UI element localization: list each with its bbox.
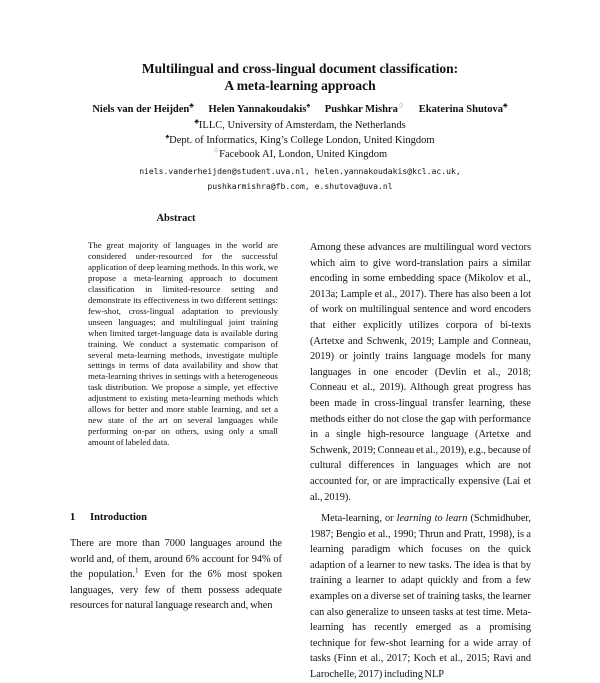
affiliation-text: ILLC, University of Amsterdam, the Netherlands [198,120,406,131]
affiliation-mark: ♢ [397,101,405,110]
section-heading-introduction [70,511,147,525]
abstract-text: The great majority of languages in the world are considered under-resourced for the successful application of deep learning methods. In this work, we propose a meta-learning approach to document classification in limited-resource setting and demonstrate its effectiveness in two different settings: few-shot, cross-lingual adaptation to previously unseen languages; and multilingual joint training when limited target-language data is available during training. We conduct a systematic comparison of several meta-learning methods, investigate multiple settings in terms of data availability and show that meta-learning thrives in settings with a heterogeneous task distribution. We propose a simple, yet effective adjustment to existing meta-learning methods which allows for better and more stable learning, and set a new state of the art on several languages while performing on-par on others, using only a small amount of labeled data. [88,240,278,448]
author-name: Helen Yannakoudakis [208,104,307,115]
author-name: Pushkar Mishra [324,104,398,115]
affiliation-mark: ♣ [189,101,194,110]
affiliation-mark: ♠ [165,132,170,141]
abstract-section [70,212,282,448]
affiliation-line [0,148,600,162]
para2-rest: (Schmidhuber, 1987; Bengio et al., 1990; Thrun and Pratt, 1998), is a learning paradigm which focuses on the quick adaption of a learner to new tasks. The idea is that by training a learner to adapt quickly and from a few examples on a diverse set of training tasks, the learner can also generalize to unseen tasks at test time. Meta-learning has recently emerged as a promising technique for few-shot learning for a wide array of tasks (Finn et al., 2017; Koch et al., 2015; Ravi and Larochelle, 2017) including NLP [310,513,531,681]
affiliation-mark: ♠ [306,101,311,110]
email-line-2: pushkarmishra@fb.com, e.shutova@uva.nl [207,181,393,191]
paper-title [0,60,600,94]
section-title: Introduction [90,512,147,523]
para2-start: Meta-learning, or [321,513,397,525]
footnote-mark: 1 [135,566,139,575]
author-name: Niels van der Heijden [92,104,190,115]
affiliation-line [0,134,600,148]
email-block [0,164,600,194]
body-paragraph-2 [310,511,531,683]
introduction-paragraph [70,536,282,614]
affiliation-mark: ♢ [212,146,220,155]
affiliation-mark: ♣ [194,117,199,126]
intro-text-b: Even for the 6% most spoken languages, very few of them possess adequate resources for natural language research and, when [70,569,283,612]
author-list [0,103,600,117]
section-number: 1 [70,512,76,523]
affiliation-mark: ♣ [503,101,508,110]
abstract-heading: Abstract [156,213,196,224]
para2-italic-term: learning to learn [396,513,468,525]
affiliation-text: Dept. of Informatics, King’s College London, United Kingdom [169,135,435,146]
body-paragraph-1: Among these advances are multilingual word vectors which aim to give word-translation pairs a similar encoding in some embedding space (Mikolov et al., 2013a; Lample et al., 2017). There has also been a lot of work on multilingual sentence and word encoders that either explicitly utilizes corpora of bi-texts (Artetxe and Schwenk, 2019; Lample and Conneau, 2019) or jointly trains language models for many languages in one encoder (Devlin et al., 2018; Conneau et al., 2019). Although great progress has been made in cross-lingual transfer learning, these methods either do not close the gap with performance in a single high-resource language (Artetxe and Schwenk, 2019; Conneau et al., 2019), e.g., because of cultural differences in languages which are not accounted for, or are impractically expensive (Lai et al., 2019). [310,242,531,503]
right-column [310,240,531,683]
affiliation-line [0,119,600,133]
introduction-body [70,536,282,614]
email-line-1: niels.vanderheijden@student.uva.nl, helen.yannakoudakis@kcl.ac.uk, [139,166,461,176]
author-name: Ekaterina Shutova [418,104,504,115]
intro-text-a: There are more than 7000 languages around the world and, of them, around 6% account for 94% of the population. [70,538,282,581]
title-line-2: A meta-learning approach [224,78,376,93]
title-line-1: Multilingual and cross-lingual document classification: [141,61,459,76]
abstract-body [88,240,278,448]
affiliation-text: Facebook AI, London, United Kingdom [219,149,388,160]
